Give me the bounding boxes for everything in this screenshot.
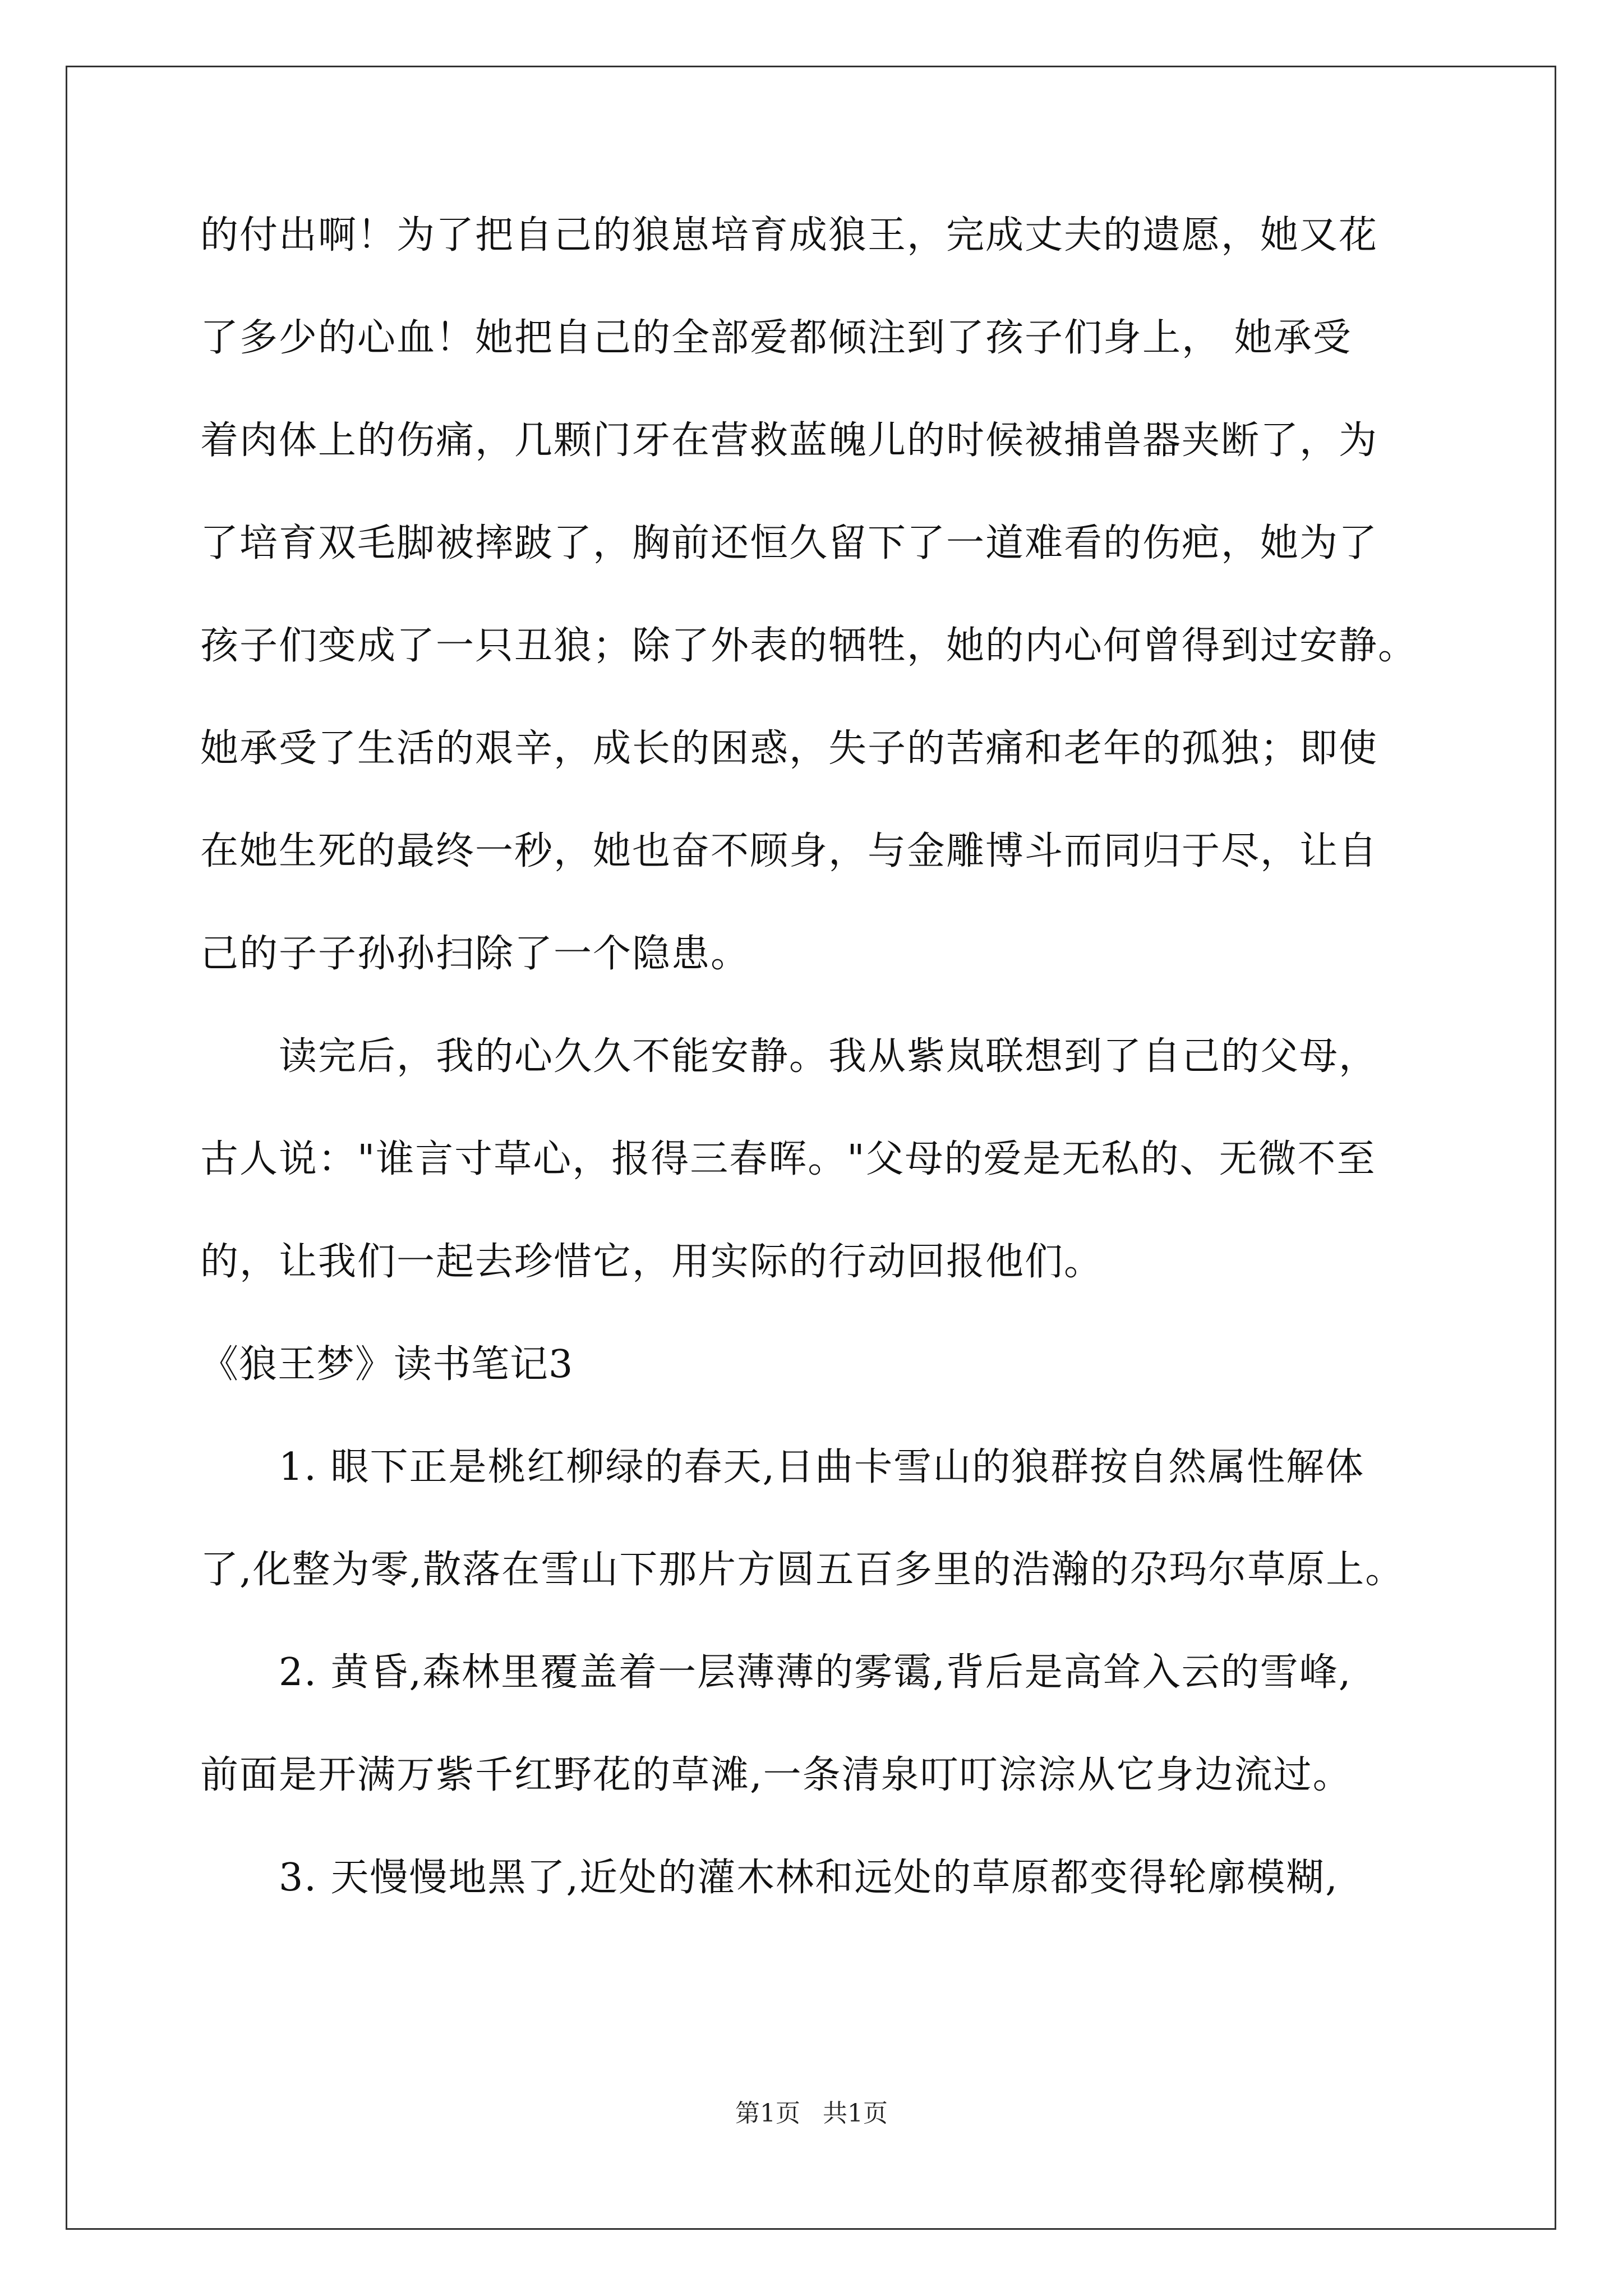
text-line: 的付出啊！为了把自己的狼崽培育成狼王，完成丈夫的遗愿，她又花 (200, 213, 1378, 257)
text-line: 的，让我们一起去珍惜它，用实际的行动回报他们。 (200, 1240, 1104, 1284)
text-line: 己的子子孙孙扫除了一个隐患。 (200, 932, 750, 976)
page-total: 共1页 (823, 2099, 888, 2128)
text-line: 了培育双毛脚被摔跛了，胸前还恒久留下了一道难看的伤疤，她为了 (200, 521, 1378, 565)
text-line: 了,化整为零,散落在雪山下那片方圆五百多里的浩瀚的尕玛尔草原上。 (200, 1548, 1405, 1592)
list-item-3: 3. 天慢慢地黑了,近处的灌木林和远处的草原都变得轮廓模糊, (279, 1856, 1339, 1900)
text-line: 了多少的心血！她把自己的全部爱都倾注到了孩子们身上， 她承受 (200, 316, 1352, 360)
text-line: 前面是开满万紫千红野花的草滩,一条清泉叮叮淙淙从它身边流过。 (200, 1753, 1352, 1797)
list-item-2: 2. 黄昏,森林里覆盖着一层薄薄的雾霭,背后是高耸入云的雪峰, (279, 1650, 1352, 1695)
text-line: 着肉体上的伤痛，几颗门牙在营救蓝魄儿的时候被捕兽器夹断了，为 (200, 418, 1378, 463)
page-number: 第1页 (735, 2099, 800, 2128)
text-line: 她承受了生活的艰辛，成长的困惑，失子的苦痛和老年的孤独；即使 (200, 726, 1378, 771)
section-heading: 《狼王梦》读书笔记3 (200, 1342, 574, 1387)
document-body (200, 213, 1426, 1958)
text-line: 在她生死的最终一秒，她也奋不顾身，与金雕博斗而同归于尽，让自 (200, 829, 1378, 873)
text-line: 孩子们变成了一只丑狼；除了外表的牺牲，她的内心何曾得到过安静。 (200, 624, 1418, 668)
page-footer (0, 2099, 1623, 2128)
list-item-1: 1. 眼下正是桃红柳绿的春天,日曲卡雪山的狼群按自然属性解体 (279, 1445, 1365, 1489)
paragraph-start: 读完后，我的心久久不能安静。我从紫岚联想到了自己的父母， (279, 1034, 1378, 1079)
text-line: 古人说："谁言寸草心，报得三春晖。"父母的爱是无私的、无微不至 (200, 1137, 1376, 1181)
